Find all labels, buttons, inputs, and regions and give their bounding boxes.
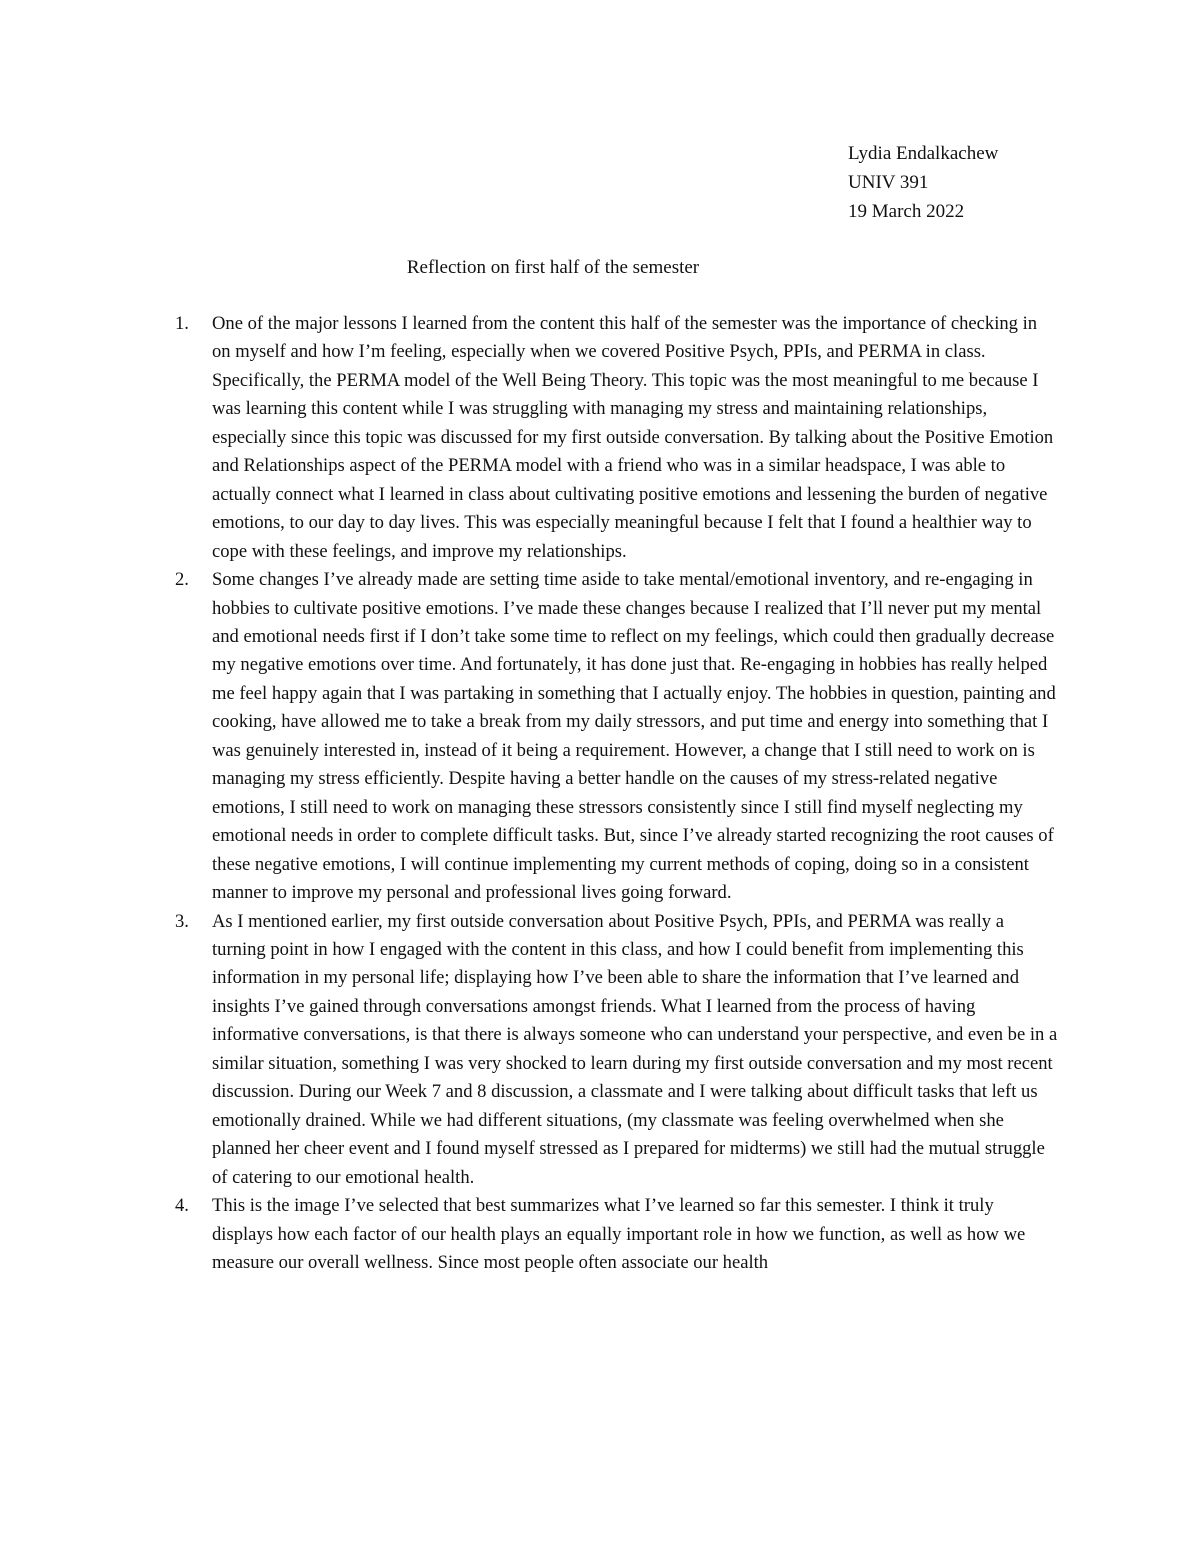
document-date: 19 March 2022 <box>848 201 965 222</box>
answer-text: This is the image I’ve selected that best summarizes what I’ve learned so far this semester. I think it truly displays how each factor of our health plays an equally important role in how we function, as well as how we measure our overall wellness. Since most people often associate our health <box>212 1195 1026 1273</box>
answer-item-4 <box>175 1192 1058 1277</box>
answer-item-1 <box>175 310 1058 566</box>
answer-text: Some changes I’ve already made are setting time aside to take mental/emotional inventory, and re-engaging in hobbies to cultivate positive emotions. I’ve made these changes because I realized that I’ll never put my mental and emotional needs first if I don’t take some time to reflect on my feelings, which could then gradually decrease my negative emotions over time. And fortunately, it has done just that. Re-engaging in hobbies has really helped me feel happy again that I was partaking in something that I actually enjoy. The hobbies in question, painting and cooking, have allowed me to take a break from my daily stressors, and put time and energy into something that I was genuinely interested in, instead of it being a requirement. However, a change that I still need to work on is managing my stress efficiently. Despite having a better handle on the causes of my stress-related negative emotions, I still need to work on managing these stressors consistently since I still find myself neglecting my emotional needs in order to complete difficult tasks. But, since I’ve already started recognizing the root causes of these negative emotions, I will continue implementing my current methods of coping, doing so in a consistent manner to improve my personal and professional lives going forward. <box>212 569 1056 904</box>
answer-number: 3. <box>175 910 189 932</box>
answer-list <box>175 310 1058 1277</box>
header-block <box>848 139 998 226</box>
answer-number: 4. <box>175 1195 189 1217</box>
answer-number: 1. <box>175 313 189 334</box>
answer-text: As I mentioned earlier, my first outside conversation about Positive Psych, PPIs, and PERMA was really a turning point in how I engaged with the content in this class, and how I could benefit from implementing this information in my personal life; displaying how I’ve been able to share the information that I’ve learned and insights I’ve gained through conversations amongst friends. What I learned from the process of having informative conversations, is that there is always someone who can understand your perspective, and even be in a similar situation, something I was very shocked to learn during my first outside conversation and my most recent discussion. During our Week 7 and 8 discussion, a classmate and I were talking about difficult tasks that left us emotionally drained. While we had different situations, (my classmate was feeling overwhelmed when she planned her cheer event and I found myself stressed as I prepared for midterms) we still had the mutual struggle of catering to our emotional health. <box>212 910 1058 1188</box>
author-name: Lydia Endalkachew <box>848 143 999 164</box>
answer-number: 2. <box>175 569 189 591</box>
answer-text: One of the major lessons I learned from the content this half of the semester was the importance of checking in on myself and how I’m feeling, especially when we covered Positive Psych, PPIs, and PERMA in class. Specifically, the PERMA model of the Well Being Theory. This topic was the most meaningful to me because I was learning this content while I was struggling with managing my stress and maintaining relationships, especially since this topic was discussed for my first outside conversation. By talking about the Positive Emotion and Relationships aspect of the PERMA model with a friend who was in a similar headspace, I was able to actually connect what I learned in class about cultivating positive emotions and lessening the burden of negative emotions, to our day to day lives. This was especially meaningful because I felt that I found a healthier way to cope with these feelings, and improve my relationships. <box>212 313 1054 562</box>
course-code: UNIV 391 <box>848 172 929 193</box>
answer-item-2 <box>175 566 1058 907</box>
document-title: Reflection on first half of the semester <box>406 257 700 278</box>
answer-item-3 <box>175 908 1058 1193</box>
